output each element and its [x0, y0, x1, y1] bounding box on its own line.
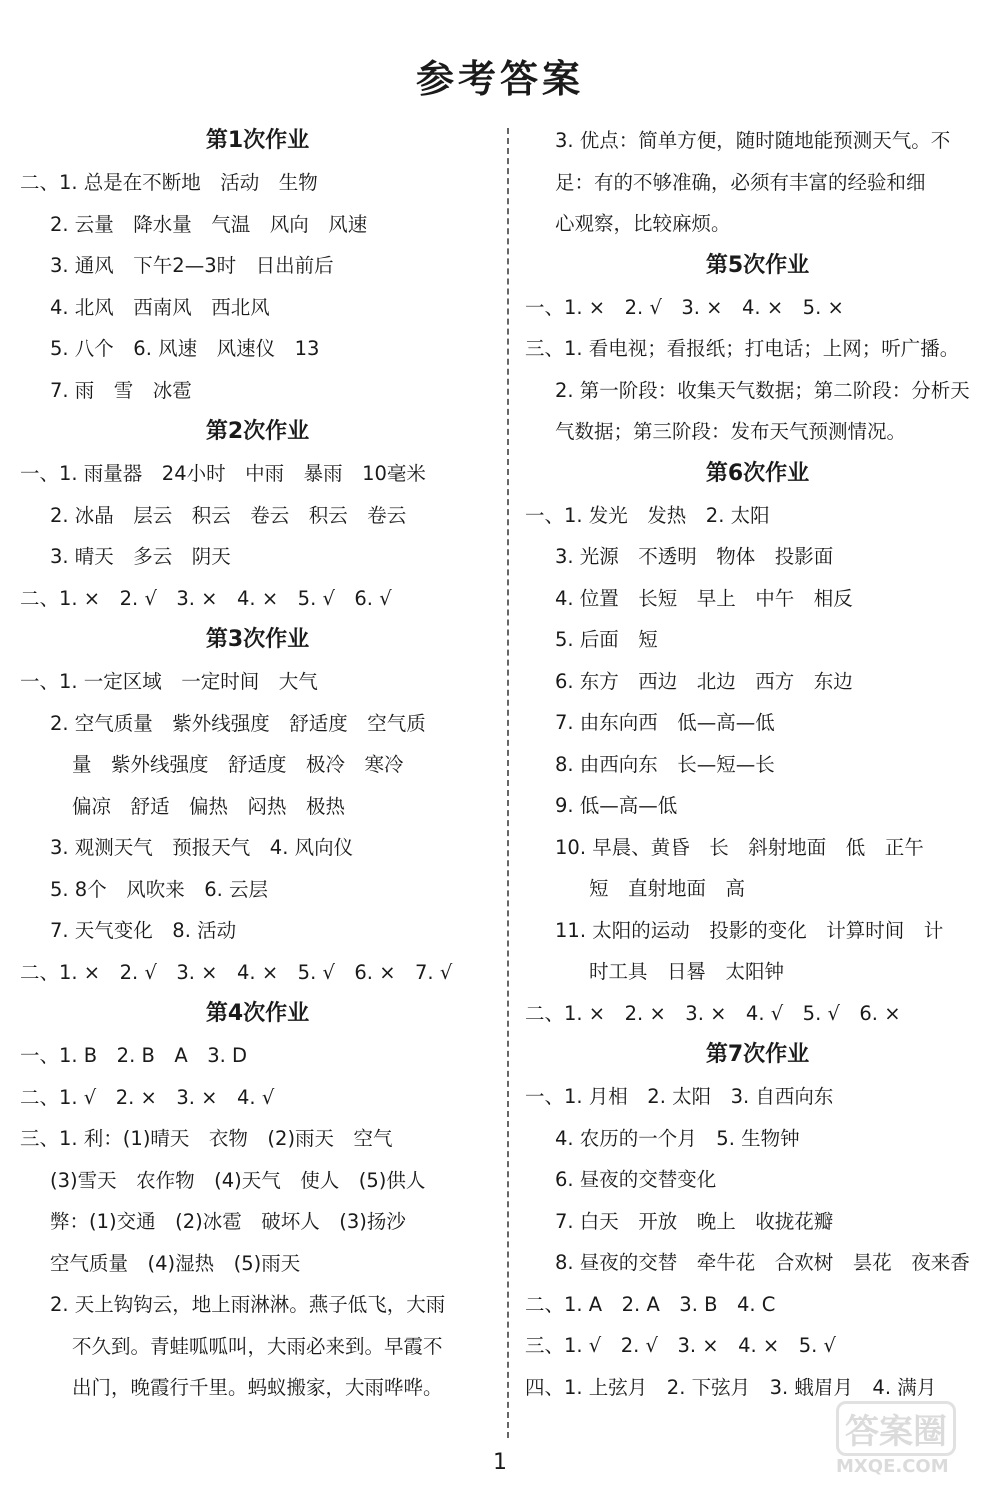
section-heading: 第5次作业	[705, 252, 810, 278]
answer-line: 二、1. A 2. A 3. B 4. C	[525, 1292, 776, 1316]
page-number: 1	[493, 1450, 507, 1475]
page-title: 参考答案	[415, 57, 584, 101]
answer-line: 出门，晚霞行千里。蚂蚁搬家，大雨哗哗。	[72, 1376, 443, 1399]
answer-line: 4. 北风 西南风 西北风	[50, 295, 270, 319]
answer-line: 三、1. √ 2. √ 3. × 4. × 5. √	[525, 1334, 836, 1357]
answer-line: 6. 昼夜的交替变化	[555, 1168, 717, 1191]
section-heading: 第4次作业	[205, 1001, 310, 1026]
answer-line: 8. 由西向东 长—短—长	[555, 752, 775, 776]
answer-line: 三、1. 利：(1)晴天 衣物 (2)雨天 空气	[20, 1127, 393, 1150]
answer-line: 4. 位置 长短 早上 中午 相反	[555, 586, 853, 610]
watermark-url: MXQE.COM	[836, 1456, 949, 1477]
answer-line: 7. 由东向西 低—高—低	[555, 711, 775, 734]
answer-line: 不久到。青蛙呱呱叫，大雨必来到。早霞不	[72, 1334, 443, 1358]
answer-line: 3. 优点：简单方便，随时随地能预测天气。不	[555, 129, 951, 152]
answer-line: 2. 冰晶 层云 积云 卷云 积云 卷云	[50, 503, 407, 527]
answer-line: 7. 白天 开放 晚上 收拢花瓣	[555, 1209, 834, 1233]
answer-line: 5. 八个 6. 风速 风速仪 13	[50, 337, 320, 360]
section-heading: 第1次作业	[205, 128, 310, 153]
answer-line: 一、1. 雨量器 24小时 中雨 暴雨 10毫米	[20, 462, 426, 485]
answer-line: 一、1. × 2. √ 3. × 4. × 5. ×	[525, 295, 844, 319]
answer-line: 5. 8个 风吹来 6. 云层	[50, 877, 269, 901]
answer-line: 一、1. B 2. B A 3. D	[20, 1044, 248, 1067]
answer-line: 二、1. × 2. √ 3. × 4. × 5. √ 6. √	[20, 586, 392, 610]
answer-line: 三、1. 看电视；看报纸；打电话；上网；听广播。	[525, 337, 960, 360]
answer-line: 3. 光源 不透明 物体 投影面	[555, 545, 834, 568]
section-heading: 第2次作业	[205, 419, 310, 444]
answer-line: 3. 观测天气 预报天气 4. 风向仪	[50, 836, 354, 859]
watermark-logo-text: 答案圈	[836, 1401, 956, 1456]
answer-line: 偏凉 舒适 偏热 闷热 极热	[72, 794, 346, 818]
answer-line: 气数据；第三阶段：发布天气预测情况。	[555, 420, 907, 443]
answer-line: 弊：(1)交通 (2)冰雹 破坏人 (3)扬沙	[50, 1210, 406, 1233]
answer-line: 二、1. × 2. √ 3. × 4. × 5. √ 6. × 7. √	[20, 960, 453, 984]
answer-line: 7. 雨 雪 冰雹	[50, 378, 192, 402]
answer-line: 一、1. 月相 2. 太阳 3. 自西向东	[525, 1085, 834, 1108]
answer-line: 时工具 日晷 太阳钟	[589, 960, 785, 983]
answer-line: 二、1. × 2. × 3. × 4. √ 5. √ 6. ×	[525, 1001, 901, 1025]
watermark-logo	[836, 1401, 986, 1481]
answer-line: 心观察，比较麻烦。	[555, 212, 731, 235]
answer-line: 2. 空气质量 紫外线强度 舒适度 空气质	[50, 711, 426, 735]
right-column	[525, 120, 990, 1408]
answer-line: 量 紫外线强度 舒适度 极冷 寒冷	[72, 753, 404, 776]
answer-line: 11. 太阳的运动 投影的变化 计算时间 计	[555, 918, 944, 942]
answer-line: 3. 晴天 多云 阴天	[50, 545, 231, 568]
answer-line: 一、1. 一定区域 一定时间 大气	[20, 670, 318, 693]
answer-line: 足：有的不够准确，必须有丰富的经验和细	[555, 170, 926, 194]
section-heading: 第6次作业	[705, 460, 810, 486]
answer-line: 一、1. 发光 发热 2. 太阳	[525, 503, 770, 527]
answer-line: 4. 农历的一个月 5. 生物钟	[555, 1126, 800, 1150]
column-divider	[507, 128, 509, 1438]
answer-line: 短 直射地面 高	[589, 877, 746, 900]
section-heading: 第3次作业	[205, 627, 310, 652]
answer-line: 四、1. 上弦月 2. 下弦月 3. 蛾眉月 4. 满月	[525, 1375, 937, 1399]
answer-line: 7. 天气变化 8. 活动	[50, 919, 237, 942]
answer-line: 9. 低—高—低	[555, 794, 678, 817]
answer-line: 二、1. √ 2. × 3. × 4. √	[20, 1085, 275, 1109]
answer-line: 空气质量 (4)湿热 (5)雨天	[50, 1251, 301, 1275]
answer-line: 5. 后面 短	[555, 628, 658, 651]
answer-line: 3. 通风 下午2—3时 日出前后	[50, 254, 334, 277]
answer-line: 6. 东方 西边 北边 西方 东边	[555, 669, 853, 693]
answer-line: 2. 第一阶段：收集天气数据；第二阶段：分析天	[555, 378, 970, 402]
answer-line: 8. 昼夜的交替 牵牛花 合欢树 昙花 夜来香	[555, 1251, 970, 1274]
section-heading: 第7次作业	[705, 1042, 810, 1067]
answer-line: 2. 天上钩钩云，地上雨淋淋。燕子低飞，大雨	[50, 1293, 446, 1316]
answer-line: 二、1. 总是在不断地 活动 生物	[20, 171, 318, 194]
answer-line: 10. 早晨、黄昏 长 斜射地面 低 正午	[555, 835, 924, 859]
answer-line: (3)雪天 农作物 (4)天气 使人 (5)供人	[50, 1168, 426, 1192]
left-column	[20, 120, 495, 1409]
answer-line: 2. 云量 降水量 气温 风向 风速	[50, 212, 368, 236]
